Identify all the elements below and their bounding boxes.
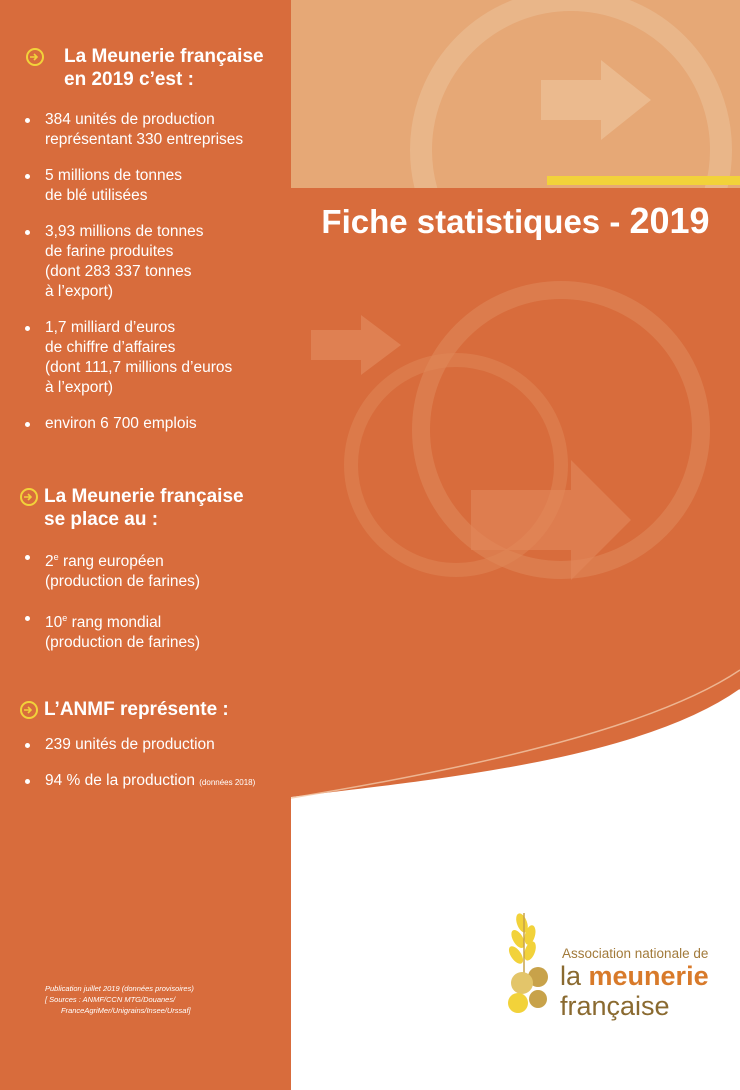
list-item-text: 1,7 milliard d’euros de chiffre d’affaires (dont 111,7 millions d’euros à l’export): [45, 319, 233, 396]
list-item: [20, 318, 285, 398]
circle-arrow-icon: [20, 488, 38, 506]
anmf-logo: [500, 905, 730, 1025]
bullet-list: [20, 110, 285, 434]
title-text: Fiche statistiques -: [321, 203, 630, 240]
list-item-text: 5 millions de tonnes de blé utilisées: [45, 167, 182, 204]
list-item-text: 94 % de la production: [45, 772, 195, 789]
sources-line: [ Sources : ANMF/CCN MTG/Douanes/: [45, 995, 176, 1004]
bullet-dot: [25, 555, 30, 560]
list-item-text: environ 6 700 emplois: [45, 415, 197, 432]
bullet-dot: [25, 616, 30, 621]
circle-arrow-icon: [20, 701, 38, 719]
rank-number: 2: [45, 553, 54, 571]
wheat-logo-icon: [500, 905, 560, 1015]
bullet-dot: [25, 422, 30, 427]
list-item-text: rang européen (production de farines): [45, 553, 201, 591]
list-item: [20, 222, 285, 302]
bullet-dot: [25, 174, 30, 179]
bullet-dot: [25, 326, 30, 331]
logo-line1: Association nationale de: [562, 946, 709, 961]
bullet-dot: [25, 230, 30, 235]
list-item: [20, 110, 285, 150]
left-column: [0, 0, 291, 1090]
decorative-header: [291, 0, 740, 188]
list-item: [20, 735, 285, 755]
logo-line3: française: [560, 991, 670, 1021]
bullet-list: [20, 735, 285, 793]
bullet-dot: [25, 743, 30, 748]
bullet-dot: [25, 779, 30, 784]
logo-line2: [560, 960, 709, 992]
section-heading: La Meunerie française en 2019 c’est :: [64, 46, 264, 90]
list-item-text: 384 unités de production représentant 330 entreprises: [45, 111, 244, 148]
section-heading: La Meunerie française se place au :: [44, 486, 244, 530]
decorative-arrows: [291, 0, 740, 188]
accent-bar: [547, 176, 740, 185]
logo-bold-word: meunerie: [588, 961, 709, 991]
rank-superscript: e: [62, 613, 68, 624]
list-item: [20, 608, 285, 653]
circle-arrow-icon: [26, 48, 44, 66]
bullet-list: [20, 547, 285, 653]
list-item: [20, 414, 285, 434]
list-item-text: rang mondial (production de farines): [45, 614, 201, 652]
rank-superscript: e: [53, 552, 59, 562]
list-item: [20, 166, 285, 206]
publication-note: [45, 983, 280, 1016]
list-item: [20, 771, 285, 793]
rank-number: 10: [45, 614, 63, 632]
list-item-text: 3,93 millions de tonnes de farine produites (dont 283 337 tonnes à l’export): [45, 223, 204, 300]
bullet-dot: [25, 118, 30, 123]
publication-date: Publication juillet 2019 (données provisoires): [45, 984, 194, 993]
sources-line: FranceAgriMer/Unigrains/Insee/Urssaf]: [61, 1006, 191, 1015]
list-item-text: 239 unités de production: [45, 736, 215, 753]
logo-prefix: la: [560, 961, 589, 991]
page-title: [291, 199, 740, 244]
data-year-note: (données 2018): [199, 778, 256, 787]
list-item: [20, 547, 285, 592]
title-year: 2019: [629, 200, 710, 241]
section-heading: L’ANMF représente :: [44, 699, 229, 720]
